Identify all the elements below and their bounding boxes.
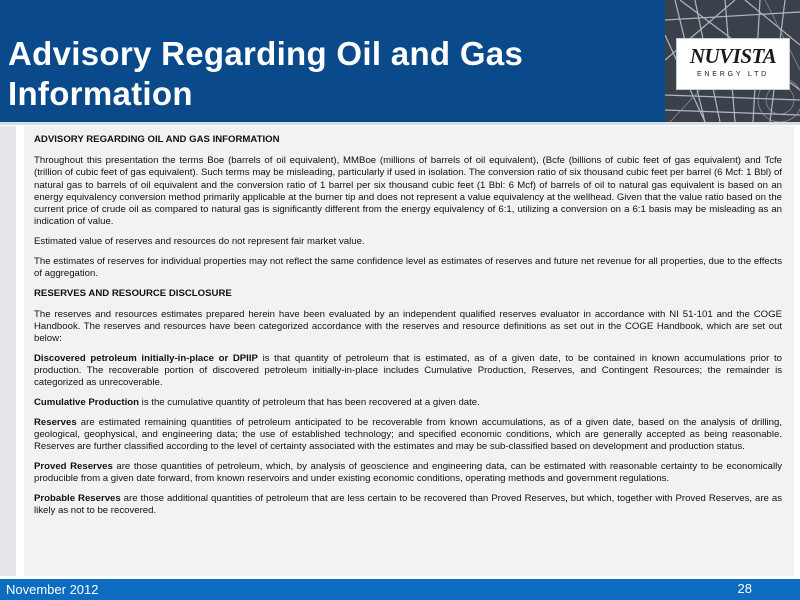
definition-cumulative-production xyxy=(34,397,782,409)
page-number: 28 xyxy=(737,581,752,596)
definition-text: are estimated remaining quantities of petroleum anticipated to be recoverable from known accumulations, as of a given date, based on the analysis of drilling, geological, geophysical, and engineering data; the use of established technology; and specified economic conditions, which are generally accepted as being reasonable. Reserves are further classified according to the level of certainty associated with the estimates and may be sub-classified based on development and production status. xyxy=(34,416,782,453)
logo-tagline: ENERGY LTD xyxy=(696,71,770,78)
paragraph-aggregation: The estimates of reserves for individual properties may not reflect the same confidence level as estimates of reserves and future net revenue for all properties, due to the effects of aggregation. xyxy=(34,255,782,279)
page-title: Advisory Regarding Oil and Gas Information xyxy=(8,35,524,112)
definition-term: Proved Reserves xyxy=(34,460,113,472)
definition-reserves xyxy=(34,417,782,454)
definition-text: is the cumulative quantity of petroleum that has been recovered at a given date. xyxy=(139,396,480,408)
paragraph-conversion: Throughout this presentation the terms Boe (barrels of oil equivalent), MMBoe (millions of barrels of oil equivalent), (Bcfe (billions of cubic feet of gas equivalent) and Tcfe (trillion of cubic feet of gas equivalent). Such terms may be misleading, particularly if used in isolation. The conversion ratio of six thousand cubic feet per barrel (6 Mcf: 1 Bbl) of natural gas to barrels of oil equivalent and the conversion ratio of 1 barrel per six thousand cubic feet (1 Bbl: 6 Mcf) of barrels of oil to natural gas equivalent is based on an energy equivalency conversion method primarily applicable at the burner tip and does not represent a value equivalency at the wellhead. Given that the value ratio based on the current price of crude oil as compared to natural gas is significantly different from the energy equivalency of 6:1, utilizing a conversion on a 6:1 basis may be misleading as an indication of value. xyxy=(34,155,782,228)
company-logo xyxy=(676,38,790,90)
advisory-text xyxy=(34,134,782,525)
definition-probable-reserves xyxy=(34,493,782,517)
footer-bar xyxy=(0,579,800,600)
definition-term: Cumulative Production xyxy=(34,396,140,408)
definition-dpiip xyxy=(34,353,782,390)
definition-text: are those additional quantities of petroleum that are less certain to be recovered than Proved Reserves, but which, together with Proved Reserves, are as likely as not to be recovered. xyxy=(34,492,782,516)
definition-text: are those quantities of petroleum, which, by analysis of geoscience and engineering data, can be estimated with reasonable certainty to be economically producible from a given date forward, from known reservoirs and under existing economic conditions, operating methods and government regulations. xyxy=(34,460,783,484)
section-heading-reserves: RESERVES AND RESOURCE DISCLOSURE xyxy=(34,287,232,299)
definition-term: Reserves xyxy=(34,416,77,428)
header-divider xyxy=(0,122,800,125)
section-heading-oil-gas: ADVISORY REGARDING OIL AND GAS INFORMATION xyxy=(34,134,280,145)
definition-term: Probable Reserves xyxy=(34,492,121,504)
definition-text: is that quantity of petroleum that is estimated, as of a given date, to be contained in known accumulations prior to production. The recoverable portion of discovered petroleum initially-in-place includes Cumulative Production, Reserves, and Contingent Resources; the remainder is categorized as unrecoverable. xyxy=(34,352,782,389)
left-margin-bar xyxy=(0,126,16,576)
definition-proved-reserves xyxy=(34,461,782,485)
footer-date: November 2012 xyxy=(6,582,99,597)
paragraph-evaluation: The reserves and resources estimates prepared herein have been evaluated by an independent qualified reserves evaluator in accordance with NI 51-101 and the COGE Handbook. The reserves and resources have been categorized accordance with the reserves and resource definitions as set out in the COGE Handbook, which are set out below: xyxy=(34,308,782,345)
logo-wordmark: NUVISTA xyxy=(689,44,777,68)
paragraph-fair-market: Estimated value of reserves and resources do not represent fair market value. xyxy=(34,235,365,247)
definition-term: Discovered petroleum initially-in-place or DPIIP xyxy=(34,352,258,364)
